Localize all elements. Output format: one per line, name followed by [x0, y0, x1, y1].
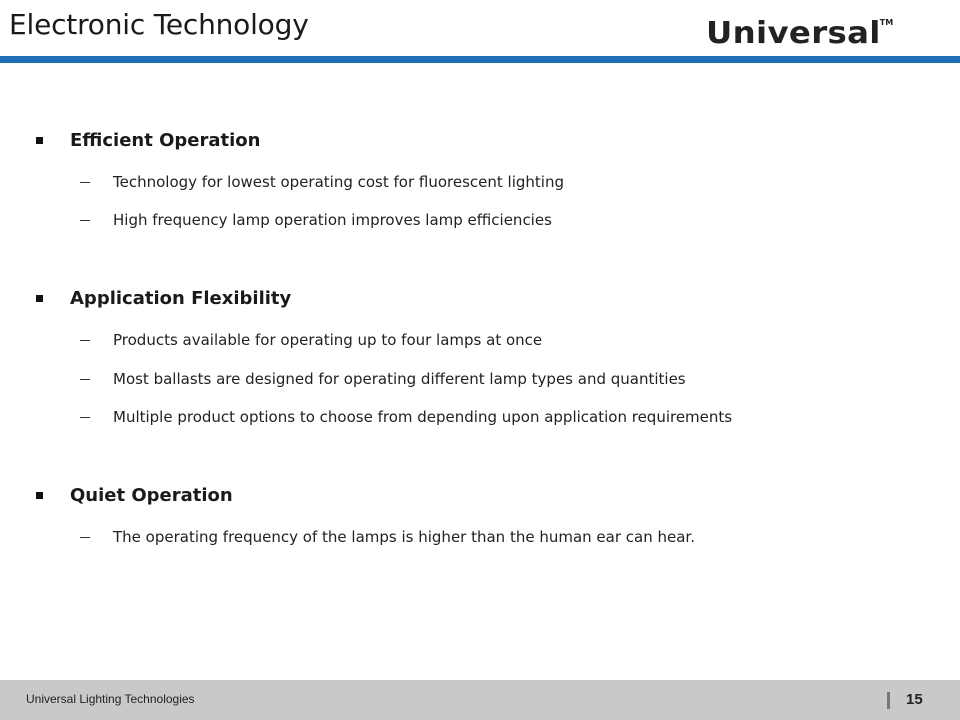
- logo-wordmark: Universal: [706, 16, 881, 51]
- section-application-flexibility: [36, 288, 291, 309]
- square-bullet-icon: [36, 492, 43, 499]
- title-rule: [0, 56, 960, 63]
- list-item: [80, 370, 686, 388]
- dash-bullet-icon: [80, 417, 90, 418]
- list-item-text: High frequency lamp operation improves lamp efficiencies: [113, 211, 552, 229]
- section-heading: Quiet Operation: [70, 485, 233, 506]
- list-item: [80, 211, 552, 229]
- slide-footer: [0, 680, 960, 720]
- list-item: [80, 173, 564, 191]
- list-item-text: Multiple product options to choose from depending upon application requirements: [113, 408, 733, 426]
- page-number: 15: [906, 691, 923, 708]
- section-heading: Efficient Operation: [70, 130, 261, 151]
- list-item-text: The operating frequency of the lamps is higher than the human ear can hear.: [113, 528, 695, 546]
- list-item-text: Most ballasts are designed for operating different lamp types and quantities: [113, 370, 686, 388]
- list-item-text: Technology for lowest operating cost for fluorescent lighting: [113, 173, 564, 191]
- dash-bullet-icon: [80, 220, 90, 221]
- dash-bullet-icon: [80, 379, 90, 380]
- dash-bullet-icon: [80, 537, 90, 538]
- logo-trademark: TM: [879, 18, 894, 27]
- list-item-text: Products available for operating up to four lamps at once: [113, 331, 543, 349]
- square-bullet-icon: [36, 295, 43, 302]
- list-item: [80, 408, 732, 426]
- section-efficient-operation: [36, 130, 260, 151]
- dash-bullet-icon: [80, 182, 90, 183]
- slide-title: Electronic Technology: [9, 8, 309, 41]
- universal-logo: [706, 16, 893, 52]
- footer-divider: [887, 692, 890, 709]
- list-item: [80, 331, 542, 349]
- list-item: [80, 528, 695, 546]
- section-heading: Application Flexibility: [70, 288, 292, 309]
- square-bullet-icon: [36, 137, 43, 144]
- dash-bullet-icon: [80, 340, 90, 341]
- section-quiet-operation: [36, 485, 233, 506]
- footer-company-name: Universal Lighting Technologies: [26, 692, 195, 706]
